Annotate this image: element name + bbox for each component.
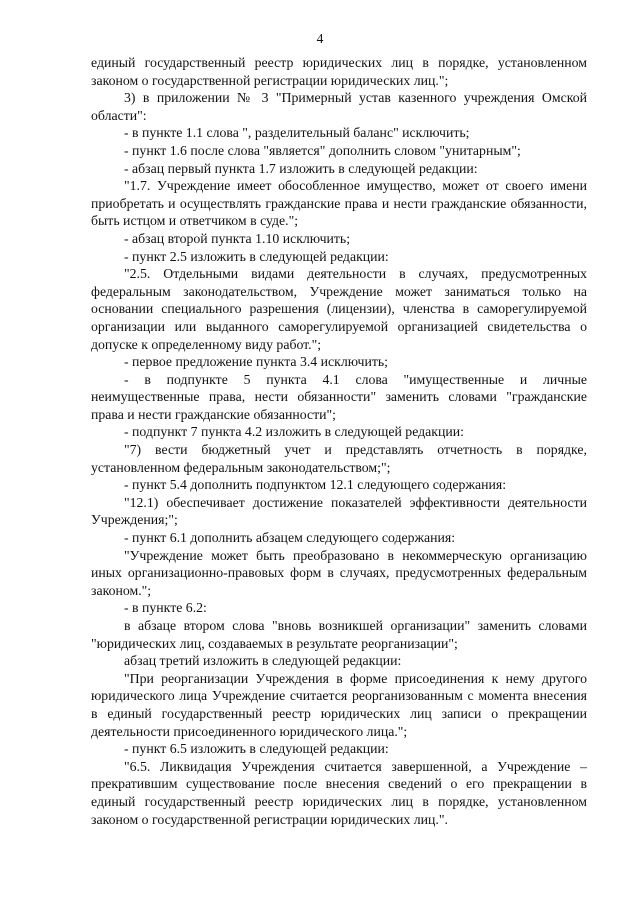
- paragraph: - пункт 2.5 изложить в следующей редакции:: [124, 248, 389, 264]
- paragraph: - первое предложение пункта 3.4 исключить;: [124, 354, 389, 370]
- page-number: 4: [316, 31, 324, 46]
- paragraph: - в пункте 1.1 слова ", разделительный баланс" исключить;: [124, 125, 470, 141]
- paragraph: "6.5. Ликвидация Учреждения считается завершенной, а Учреждение – прекратившим существование после внесения сведений о его прекращении в единый государственный реестр юридических лиц в порядке, установленном законом о государственной регистрации юридических лиц.".: [91, 758, 587, 827]
- paragraph: "12.1) обеспечивает достижение показателей эффективности деятельности Учреждения;";: [91, 494, 587, 528]
- paragraph: "7) вести бюджетный учет и представлять отчетность в порядке, установленном федеральным законодательством;";: [91, 442, 587, 475]
- paragraph: - абзац второй пункта 1.10 исключить;: [124, 230, 351, 246]
- paragraph: 3) в приложении № 3 "Примерный устав казенного учреждения Омской области":: [91, 90, 587, 123]
- paragraph: "Учреждение может быть преобразовано в некоммерческую организацию иных организационно-правовых форм в случаях, предусмотренных федеральным законом.";: [91, 547, 587, 598]
- paragraph: - абзац первый пункта 1.7 изложить в следующей редакции:: [124, 160, 478, 176]
- paragraph: абзац третий изложить в следующей редакции:: [124, 653, 402, 669]
- paragraph: - в пункте 6.2:: [124, 600, 207, 616]
- paragraph: "При реорганизации Учреждения в форме присоединения к нему другого юридического лица Учреждение считается реорганизованным с момента внесения в единый государственный реестр юридических лиц записи о прекращении деятельности присоединенного юридического лица.";: [91, 670, 587, 739]
- paragraph: - пункт 6.1 дополнить абзацем следующего содержания:: [124, 530, 456, 546]
- paragraph: - пункт 1.6 после слова "является" дополнить словом "унитарным";: [124, 142, 521, 158]
- paragraph: - в подпункте 5 пункта 4.1 слова "имущественные и личные неимущественные права, нести обязанности" заменить словами "гражданские права и нести гражданские обязанности";: [91, 371, 587, 422]
- paragraph: в абзаце втором слова "вновь возникшей организации" заменить словами "юридических лиц, создаваемых в результате реорганизации";: [91, 618, 587, 651]
- paragraph: - пункт 5.4 дополнить подпунктом 12.1 следующего содержания:: [124, 477, 507, 493]
- paragraph: - пункт 6.5 изложить в следующей редакции:: [124, 741, 389, 757]
- paragraph: "1.7. Учреждение имеет обособленное имущество, может от своего имени приобретать и осуществлять гражданские права и нести гражданские обязанности, быть истцом и ответчиком в суде.";: [91, 178, 587, 229]
- paragraph: - подпункт 7 пункта 4.2 изложить в следующей редакции:: [124, 424, 464, 440]
- paragraph: единый государственный реестр юридических лиц в порядке, установленном законом о государственной регистрации юридических лиц.";: [91, 55, 587, 88]
- document-body: [91, 54, 587, 828]
- paragraph: "2.5. Отдельными видами деятельности в случаях, предусмотренных федеральным законодательством, Учреждение может заниматься только на основании специального разрешения (лицензии), членства в саморегулируемой организации или выданного саморегулируемой организацией свидетельства о допуске к определенному виду работ.";: [91, 266, 587, 352]
